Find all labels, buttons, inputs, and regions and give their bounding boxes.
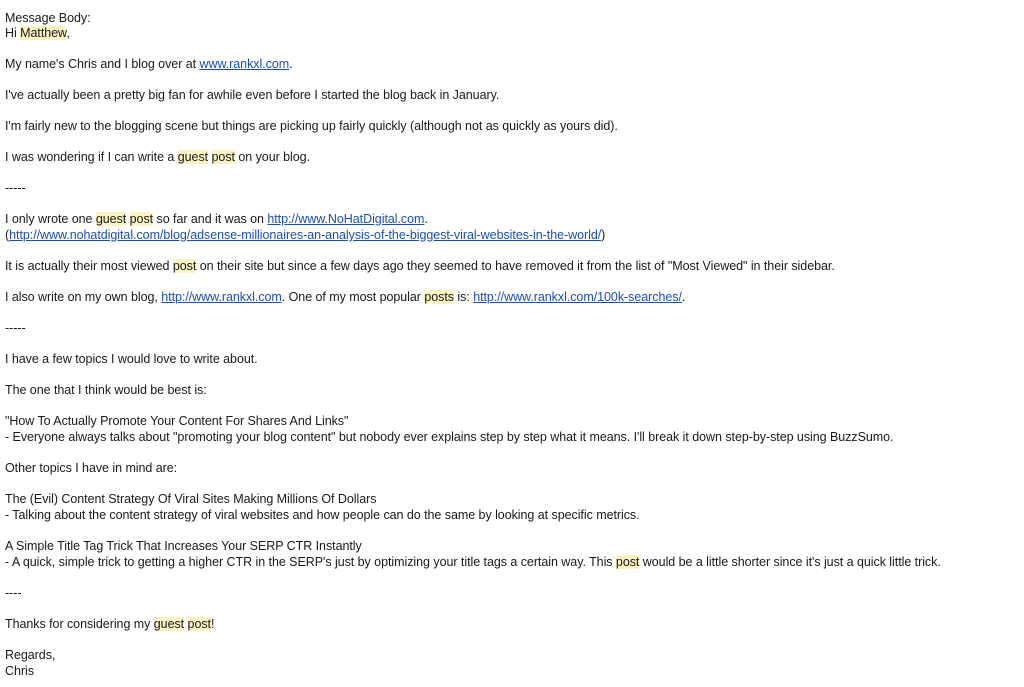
request-paragraph <box>5 149 310 165</box>
highlight-post: post <box>129 212 154 226</box>
highlight-post: post <box>172 259 197 273</box>
topic-2-description <box>5 507 640 523</box>
fan-paragraph <box>5 87 499 103</box>
request-text: I was wondering if I can write a <box>5 150 178 164</box>
own-text-1: I also write on my own blog, <box>5 290 162 304</box>
nohatdigital-link[interactable]: http://www.NoHatDigital.com <box>267 212 425 226</box>
highlight-guest: guest <box>95 212 127 226</box>
topic-1-title <box>5 413 348 429</box>
new-blogger-paragraph <box>5 118 618 134</box>
highlight-post: post <box>615 555 640 569</box>
signoff-name <box>5 663 34 679</box>
divider-3-text: ---- <box>5 586 22 600</box>
request-end: on your blog. <box>234 150 310 164</box>
paren-close: ) <box>601 228 606 242</box>
paren-open: ( <box>5 228 10 242</box>
topic-3-description-text-2: would be a little shorter since it's just a quick little trick. <box>639 555 941 569</box>
viewed-text-1: It is actually their most viewed <box>5 259 173 273</box>
most-viewed-paragraph <box>5 258 835 274</box>
greeting-line <box>5 25 70 41</box>
topic-2-title <box>5 491 376 507</box>
topic-1-description-text: - Everyone always talks about "promoting your blog content" but nobody ever explains step by step what it means. I'll break it down step-by-step using BuzzSumo. <box>5 430 894 444</box>
recipient-name: Matthew <box>20 26 67 40</box>
thanks-text: Thanks for considering my <box>5 617 154 631</box>
topic-3-title-text: A Simple Title Tag Trick That Increases Your SERP CTR Instantly <box>5 539 362 553</box>
greeting-prefix: Hi <box>5 26 21 40</box>
intro-text: My name's Chris and I blog over at <box>5 57 200 71</box>
topic-2-description-text: - Talking about the content strategy of viral websites and how people can do the same by looking at specific metrics. <box>5 508 640 522</box>
best-topic-intro-text: The one that I think would be best is: <box>5 383 207 397</box>
highlight-guest: guest <box>153 617 185 631</box>
other-topics-paragraph <box>5 460 177 476</box>
divider-1-text: ----- <box>5 181 26 195</box>
topic-3-description-text-1: - A quick, simple trick to getting a higher CTR in the SERP's just by optimizing your title tags a certain way. This <box>5 555 616 569</box>
highlight-post: post <box>211 150 235 164</box>
rankxl-home-link[interactable]: http://www.rankxl.com <box>161 290 282 304</box>
fan-text: I've actually been a pretty big fan for awhile even before I started the blog back in January. <box>5 88 500 102</box>
regards-text: Regards, <box>5 648 56 662</box>
intro-end: . <box>289 57 293 71</box>
sender-name: Chris <box>5 664 34 678</box>
viewed-text-2: on their site but since a few days ago they seemed to have removed it from the list of "Most Viewed" in their sidebar. <box>196 259 835 273</box>
divider-1 <box>5 180 26 196</box>
wrote-text-2: so far and it was on <box>153 212 268 226</box>
rankxl-link[interactable]: www.rankxl.com <box>199 57 290 71</box>
space <box>208 150 211 164</box>
topics-intro-paragraph <box>5 351 258 367</box>
rankxl-100k-searches-link[interactable]: http://www.rankxl.com/100k-searches/ <box>473 290 682 304</box>
divider-2 <box>5 320 26 336</box>
highlight-guest: guest <box>177 150 209 164</box>
previous-guest-post-paragraph <box>5 211 428 227</box>
own-end: . <box>681 290 686 304</box>
highlight-posts: posts <box>424 290 454 304</box>
thanks-end: ! <box>210 617 215 631</box>
highlight-post: post <box>187 617 211 631</box>
own-text-3: is: <box>453 290 474 304</box>
divider-2-text: ----- <box>5 321 26 335</box>
wrote-end: . <box>424 212 428 226</box>
new-blogger-text: I'm fairly new to the blogging scene but things are picking up fairly quickly (although not as quickly as yours did). <box>5 119 618 133</box>
intro-paragraph <box>5 56 293 72</box>
own-text-2: . One of my most popular <box>281 290 425 304</box>
message-body-label-text: Message Body: <box>5 11 91 25</box>
topics-intro-text: I have a few topics I would love to write about. <box>5 352 258 366</box>
topic-1-title-text: "How To Actually Promote Your Content For Shares And Links" <box>5 414 349 428</box>
topic-3-title <box>5 538 362 554</box>
own-blog-paragraph <box>5 289 685 305</box>
topic-3-description <box>5 554 941 570</box>
topic-2-title-text: The (Evil) Content Strategy Of Viral Sites Making Millions Of Dollars <box>5 492 377 506</box>
other-topics-text: Other topics I have in mind are: <box>5 461 178 475</box>
greeting-suffix: , <box>66 26 70 40</box>
nohatdigital-article-link[interactable]: http://www.nohatdigital.com/blog/adsense-millionaires-an-analysis-of-the-biggest-viral-websites-in-the-world/ <box>9 228 602 242</box>
divider-3 <box>5 585 21 601</box>
previous-guest-post-url-line <box>5 227 605 243</box>
message-body-label <box>5 10 91 26</box>
thanks-paragraph <box>5 616 214 632</box>
best-topic-intro-paragraph <box>5 382 207 398</box>
signoff-regards <box>5 647 55 663</box>
topic-1-description <box>5 429 893 445</box>
wrote-text-1: I only wrote one <box>5 212 96 226</box>
